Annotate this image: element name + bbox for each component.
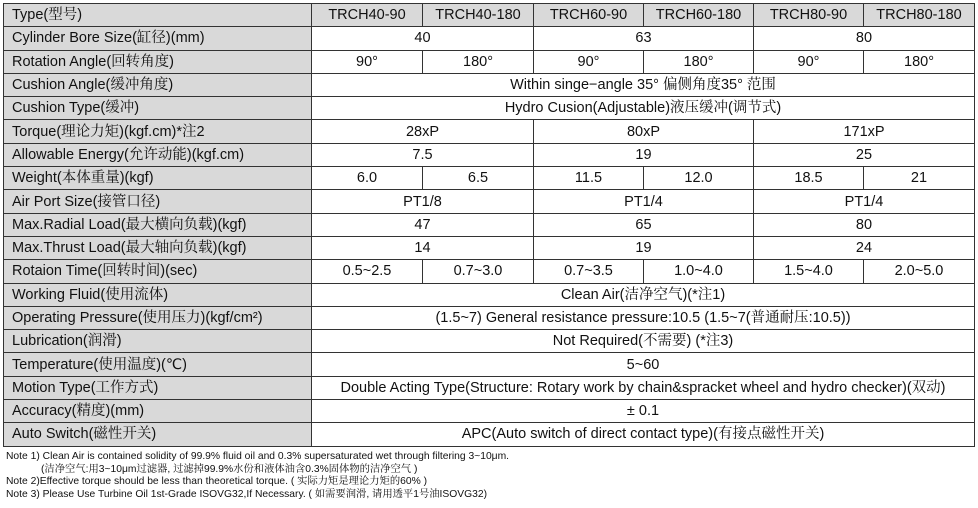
table-cell: 6.0 xyxy=(312,167,423,190)
model-header: TRCH40-180 xyxy=(423,4,534,27)
table-cell: 47 xyxy=(312,213,534,236)
table-row xyxy=(4,260,975,283)
table-cell: 180° xyxy=(644,50,754,73)
table-cell: 90° xyxy=(534,50,644,73)
row-label: Cushion Angle(缓冲角度) xyxy=(4,73,312,96)
table-cell: 0.5~2.5 xyxy=(312,260,423,283)
table-cell: 2.0~5.0 xyxy=(864,260,975,283)
table-cell: PT1/8 xyxy=(312,190,534,213)
table-cell: 171xP xyxy=(754,120,975,143)
table-row xyxy=(4,167,975,190)
table-cell: 5~60 xyxy=(312,353,975,376)
model-header: TRCH40-90 xyxy=(312,4,423,27)
row-label: Motion Type(工作方式) xyxy=(4,376,312,399)
table-cell: 6.5 xyxy=(423,167,534,190)
table-cell: Not Required(不需要) (*注3) xyxy=(312,330,975,353)
table-cell: 25 xyxy=(754,143,975,166)
table-cell: APC(Auto switch of direct contact type)(有接点磁性开关) xyxy=(312,423,975,446)
footnotes xyxy=(6,451,509,501)
table-cell: 40 xyxy=(312,27,534,50)
table-cell: PT1/4 xyxy=(534,190,754,213)
model-header: TRCH60-180 xyxy=(644,4,754,27)
footnote: Note 3) Please Use Turbine Oil 1st-Grade ISOVG32,If Necessary. ( 如需要润滑, 请用透平1号油ISOVG32) xyxy=(6,488,488,500)
table-cell: 28xP xyxy=(312,120,534,143)
table-row xyxy=(4,27,975,50)
table-cell: 180° xyxy=(423,50,534,73)
table-cell: 7.5 xyxy=(312,143,534,166)
row-label: Max.Thrust Load(最大轴向负载)(kgf) xyxy=(4,236,312,259)
row-label: Cushion Type(缓冲) xyxy=(4,97,312,120)
row-label: Torque(理论力矩)(kgf.cm)*注2 xyxy=(4,120,312,143)
row-label: Lubrication(润滑) xyxy=(4,330,312,353)
table-cell: 18.5 xyxy=(754,167,864,190)
table-cell: 80 xyxy=(754,213,975,236)
table-row xyxy=(4,306,975,329)
footnote: Note 2)Effective torque should be less than theoretical torque. ( 实际力矩是理论力矩的60% ) xyxy=(6,476,428,487)
table-cell: 19 xyxy=(534,143,754,166)
spec-table xyxy=(3,3,975,447)
table-row xyxy=(4,190,975,213)
table-cell: PT1/4 xyxy=(754,190,975,213)
table-row xyxy=(4,236,975,259)
row-label: Cylinder Bore Size(缸径)(mm) xyxy=(4,27,312,50)
table-row xyxy=(4,400,975,423)
row-label: Accuracy(精度)(mm) xyxy=(4,400,312,423)
table-cell: 12.0 xyxy=(644,167,754,190)
table-cell: (1.5~7) General resistance pressure:10.5 (1.5~7(普通耐压:10.5)) xyxy=(312,306,975,329)
model-header: TRCH80-180 xyxy=(864,4,975,27)
row-label: Working Fluid(使用流体) xyxy=(4,283,312,306)
model-header: TRCH60-90 xyxy=(534,4,644,27)
table-cell: Within singe−angle 35° 偏侧角度35° 范围 xyxy=(312,73,975,96)
table-cell: 180° xyxy=(864,50,975,73)
table-cell: Clean Air(洁净空气)(*注1) xyxy=(312,283,975,306)
table-cell: 24 xyxy=(754,236,975,259)
table-row xyxy=(4,97,975,120)
row-label: Rotation Angle(回转角度) xyxy=(4,50,312,73)
table-cell: 80xP xyxy=(534,120,754,143)
table-cell: Double Acting Type(Structure: Rotary work by chain&spracket wheel and hydro checker)(双动) xyxy=(312,376,975,399)
table-row xyxy=(4,73,975,96)
footnote: Note 1) Clean Air is contained solidity of 99.9% fluid oil and 0.3% supersaturated wet through filtering 3~10μm. xyxy=(6,451,510,462)
table-cell: 14 xyxy=(312,236,534,259)
table-row xyxy=(4,213,975,236)
row-label: Temperature(使用温度)(℃) xyxy=(4,353,312,376)
table-row xyxy=(4,376,975,399)
table-cell: 19 xyxy=(534,236,754,259)
table-row xyxy=(4,50,975,73)
table-cell: 0.7~3.5 xyxy=(534,260,644,283)
footnote: (洁净空气:用3~10μm过滤器, 过滤掉99.9%水份和液体油含0.3%固体物的洁净空气 ) xyxy=(41,463,418,475)
row-label: Auto Switch(磁性开关) xyxy=(4,423,312,446)
table-cell: 1.0~4.0 xyxy=(644,260,754,283)
table-row xyxy=(4,283,975,306)
table-cell: 21 xyxy=(864,167,975,190)
table-cell: 63 xyxy=(534,27,754,50)
row-label: Type(型号) xyxy=(4,4,312,27)
table-row xyxy=(4,143,975,166)
table-cell: 0.7~3.0 xyxy=(423,260,534,283)
table-cell: 90° xyxy=(754,50,864,73)
row-label: Operating Pressure(使用压力)(kgf/cm²) xyxy=(4,306,312,329)
row-label: Air Port Size(接管口径) xyxy=(4,190,312,213)
row-label: Rotaion Time(回转时间)(sec) xyxy=(4,260,312,283)
table-row xyxy=(4,423,975,446)
model-header: TRCH80-90 xyxy=(754,4,864,27)
row-label: Max.Radial Load(最大横向负载)(kgf) xyxy=(4,213,312,236)
table-row xyxy=(4,4,975,27)
table-cell: 1.5~4.0 xyxy=(754,260,864,283)
table-cell: 80 xyxy=(754,27,975,50)
table-cell: 65 xyxy=(534,213,754,236)
table-row xyxy=(4,120,975,143)
row-label: Allowable Energy(允许动能)(kgf.cm) xyxy=(4,143,312,166)
table-cell: Hydro Cusion(Adjustable)液压缓冲(调节式) xyxy=(312,97,975,120)
table-cell: 90° xyxy=(312,50,423,73)
table-cell: ± 0.1 xyxy=(312,400,975,423)
table-cell: 11.5 xyxy=(534,167,644,190)
row-label: Weight(本体重量)(kgf) xyxy=(4,167,312,190)
table-row xyxy=(4,353,975,376)
table-row xyxy=(4,330,975,353)
